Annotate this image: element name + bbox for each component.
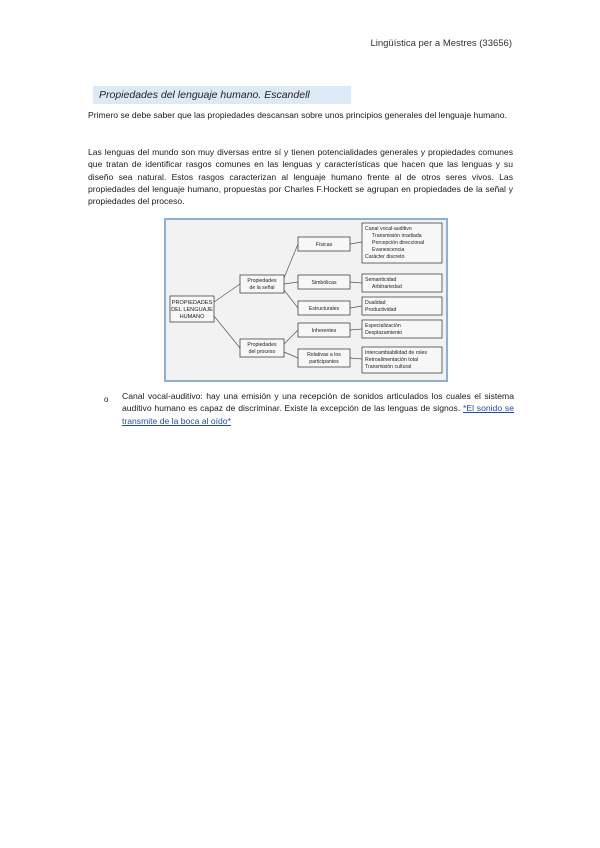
diagram-relativas-items	[362, 347, 442, 373]
item-semanticidad: Semanticidad	[365, 277, 397, 283]
diagram-svg	[166, 220, 446, 380]
properties-diagram	[164, 218, 448, 382]
simbolicas-label: Simbólicas	[311, 280, 337, 286]
diagram-simbolicas-box	[298, 275, 350, 289]
paragraph-properties: Las lenguas del mundo son muy diversas entre sí y tienen potencialidades generales y propiedades comunes que tratan de identificar rasgos comunes en las lenguas y características que hacen que las lenguas y su diseño sea natural. Estos rasgos caracterizan al lenguaje humano frente al de otros seres vivos. Las propiedades del lenguaje humano, propuestas por Charles F.Hockett se agrupan en propiedades de la señal y propiedades del proceso.	[88, 147, 513, 207]
proceso-line-2: del proceso	[248, 349, 276, 355]
item-transmision-irradiada: Transmisión irradiada	[372, 233, 422, 239]
diagram-proceso-box	[240, 339, 284, 357]
diagram-simbolicas-items	[362, 274, 442, 292]
root-line-1: PROPIEDADES	[171, 300, 213, 306]
diagram-senal-box	[240, 275, 284, 293]
item-productividad: Productividad	[365, 307, 397, 313]
bullet-canal-vocal-auditivo	[122, 390, 514, 427]
item-especializacion: Especialización	[365, 323, 401, 329]
senal-line-2: de la señal	[249, 285, 275, 291]
page-header: Lingüística per a Mestres (33656)	[370, 38, 512, 49]
item-desplazamiento: Desplazamiento	[365, 330, 403, 336]
diagram-inherentes-items	[362, 320, 442, 338]
item-intercambiabilidad: Intercambiabilidad de roles	[365, 350, 427, 356]
item-retroalimentacion: Retroalimentación total	[365, 357, 419, 363]
item-canal: Canal vocal-auditivo	[365, 226, 412, 232]
senal-line-1: Propiedades	[247, 278, 277, 284]
diagram-estructurales-items	[362, 297, 442, 315]
estructurales-label: Estructurales	[308, 306, 340, 312]
item-dualidad: Dualidad	[365, 300, 386, 306]
relativas-line-2: participantes	[309, 359, 339, 365]
diagram-inherentes-box	[298, 323, 350, 337]
root-line-2: DEL LENGUAJE	[171, 307, 213, 313]
section-title: Propiedades del lenguaje humano. Escandell	[93, 86, 351, 104]
diagram-fisicas-box	[298, 237, 350, 251]
root-line-3: HUMANO	[179, 314, 205, 320]
fisicas-label: Físicas	[315, 242, 333, 248]
item-percepcion: Percepción direccional	[372, 240, 425, 246]
item-transmision-cultural: Transmisión cultural	[365, 364, 412, 370]
diagram-estructurales-box	[298, 301, 350, 315]
item-evanescencia: Evanescencia	[372, 247, 405, 253]
diagram-fisicas-items	[362, 223, 442, 263]
paragraph-intro: Primero se debe saber que las propiedades descansan sobre unos principios generales del lenguaje humano.	[88, 110, 507, 120]
diagram-connectors	[214, 242, 362, 359]
bullet-marker: o	[104, 395, 109, 404]
sound-transmission-link[interactable]: *El sonido se transmite de la boca al oído*	[122, 403, 514, 426]
relativas-line-1: Relativas a los	[307, 352, 341, 358]
item-caracter-discreto: Carácter discreto	[365, 254, 405, 260]
bullet-text: Canal vocal-auditivo: hay una emisión y una recepción de sonidos articulados los cuales el sistema auditivo humano es capaz de discriminar. Existe la excepción de las lenguas de signos.	[122, 391, 514, 414]
item-arbitrariedad: Arbitrariedad	[372, 284, 402, 290]
diagram-root-box	[170, 296, 214, 322]
inherentes-label: Inherentes	[311, 328, 337, 334]
proceso-line-1: Propiedades	[247, 342, 277, 348]
diagram-relativas-box	[298, 349, 350, 367]
